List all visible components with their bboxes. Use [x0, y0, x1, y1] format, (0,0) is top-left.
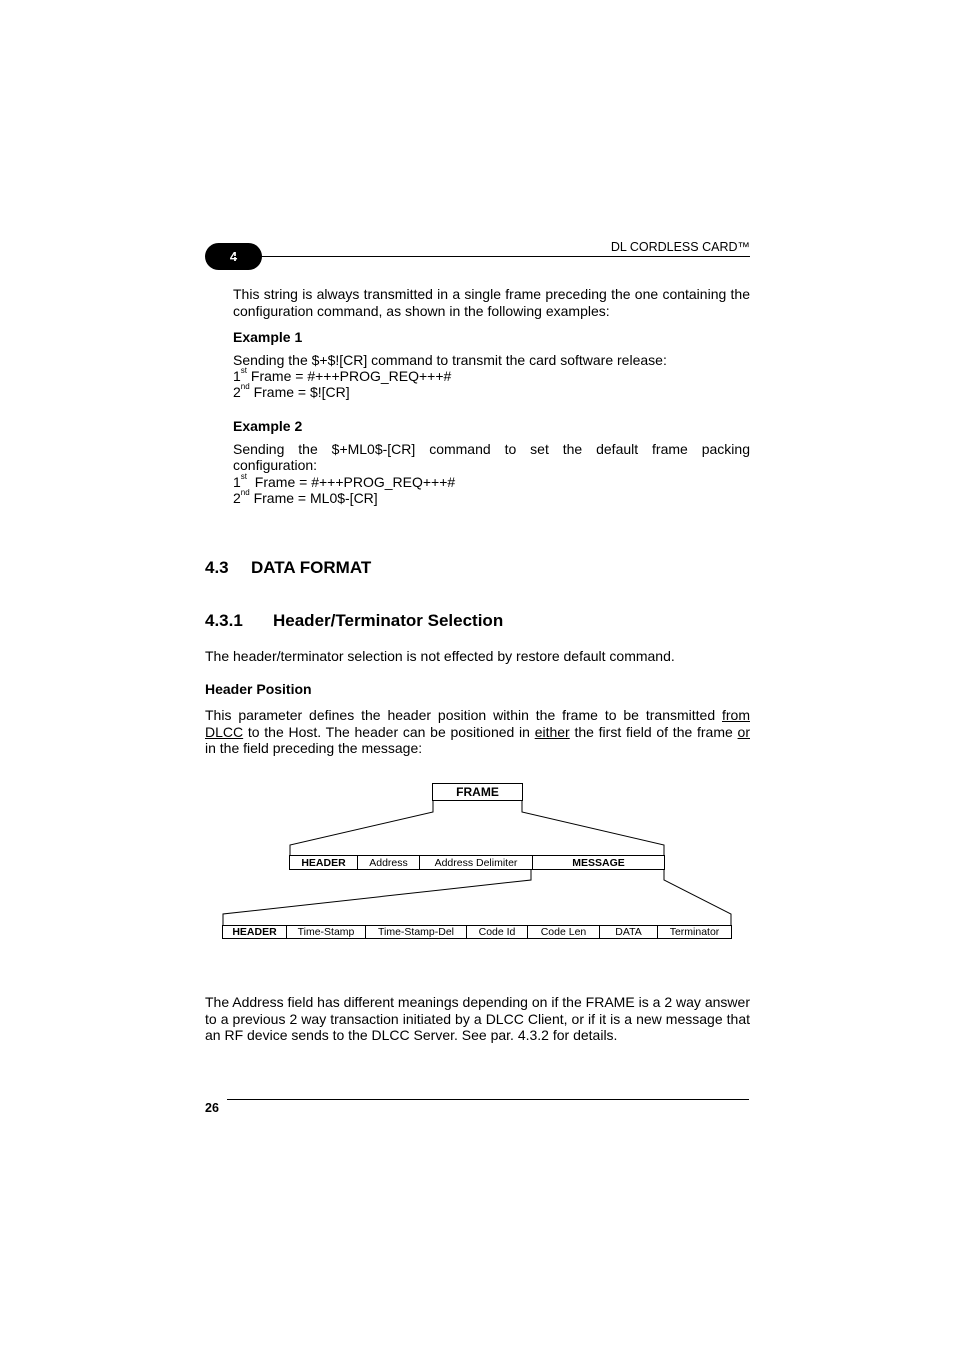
row2-header-field: HEADER: [223, 926, 287, 938]
header-position-title: Header Position: [205, 681, 312, 697]
row1-header-field: HEADER: [290, 856, 358, 869]
example2-desc-line2: configuration:: [233, 457, 318, 473]
frame-box: FRAME: [432, 783, 523, 801]
row2-time-stamp-del-field: Time-Stamp-Del: [366, 926, 467, 938]
row2-code-id-field: Code Id: [467, 926, 528, 938]
intro-paragraph: This string is always transmitted in a single frame preceding the one containing the configuration command, as shown in the following examples:: [233, 286, 750, 319]
section-heading: 4.3 DATA FORMAT: [205, 558, 372, 577]
row2-code-len-field: Code Len: [528, 926, 600, 938]
subsection-heading: 4.3.1 Header/Terminator Selection: [205, 611, 504, 630]
row2-data-field: DATA: [600, 926, 658, 938]
example2-desc-line1: Sending the $+ML0$-[CR] command to set the default frame packing: [233, 441, 750, 457]
frame-fields-row: [289, 855, 665, 870]
restore-note: The header/terminator selection is not effected by restore default command.: [205, 648, 675, 664]
footer-rule: [227, 1099, 749, 1100]
example1-frame2: 2nd Frame = $![CR]: [233, 382, 350, 400]
page-number: 26: [205, 1101, 219, 1115]
row2-time-stamp-field: Time-Stamp: [287, 926, 366, 938]
example1-title: Example 1: [233, 329, 303, 345]
chapter-number: 4: [229, 249, 238, 264]
example1-frame1: 1st Frame = #+++PROG_REQ+++#: [233, 366, 452, 384]
header-position-paragraph: This parameter defines the header position within the frame to be transmitted from DLCC to the Host. The header can be positioned in either the first field of the frame or in the field preceding the message:: [205, 707, 750, 757]
row1-address-field: Address: [358, 856, 420, 869]
row1-message-field: MESSAGE: [572, 856, 625, 869]
example2-title: Example 2: [233, 418, 303, 434]
address-note-paragraph: The Address field has different meanings depending on if the FRAME is a 2 way answer to a previous 2 way transaction initiated by a DLCC Client, or if it is a new message that an RF device sends to the DLCC Server. See par. 4.3.2 for details.: [205, 994, 750, 1044]
row1-address-delimiter-field: Address Delimiter: [420, 856, 533, 869]
example1-desc: Sending the $+$![CR] command to transmit the card software release:: [233, 352, 667, 368]
row2-terminator-field: Terminator: [669, 926, 720, 938]
example2-frame2: 2nd Frame = ML0$-[CR]: [233, 488, 378, 506]
message-fields-row: [222, 925, 732, 939]
example2-frame1: 1st Frame = #+++PROG_REQ+++#: [233, 472, 456, 490]
running-title: DL CORDLESS CARD™: [610, 240, 750, 254]
